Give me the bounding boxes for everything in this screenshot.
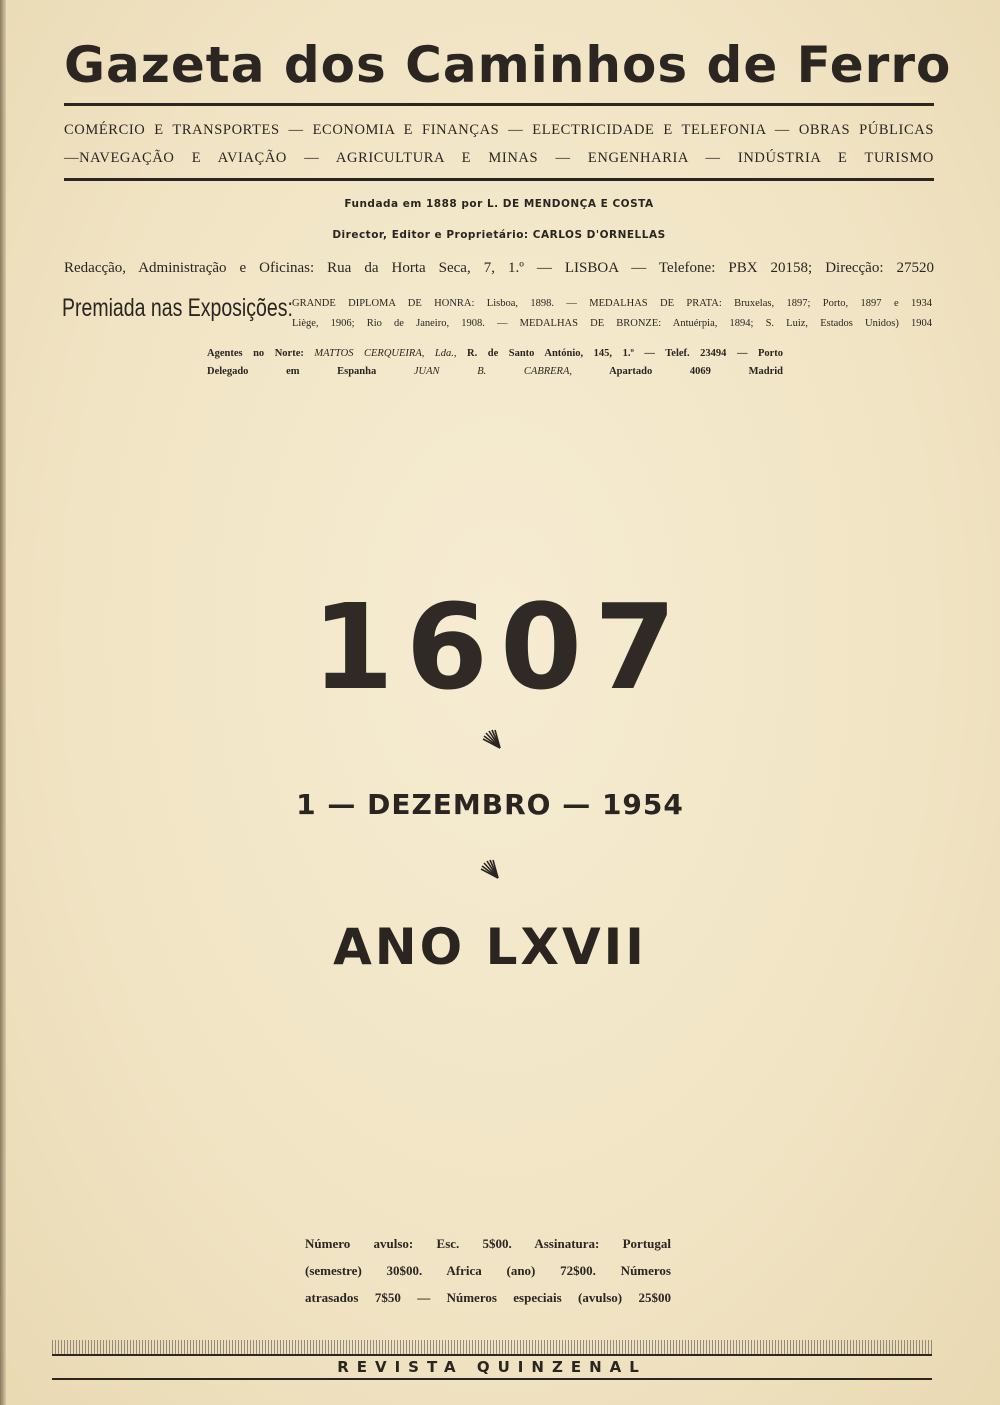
agents-spain-name: JUAN B. CABRERA, [413,366,573,377]
agents-north [207,348,783,359]
awards-line-2: Liège, 1906; Rio de Janeiro, 1908. — MEDALHAS DE BRONZE: Antuérpia, 1894; S. Luiz, Estados Unidos) 1904 [292,318,932,329]
footer-rule-bottom [52,1378,932,1380]
founded-line: Fundada em 1888 por L. DE MENDONÇA E COSTA [344,198,654,210]
director-line: Director, Editor e Proprietário: CARLOS D'ORNELLAS [332,229,666,241]
subjects-line-2: —NAVEGAÇÃO E AVIAÇÃO — AGRICULTURA E MINAS — ENGENHARIA — INDÚSTRIA E TURISMO [64,150,934,166]
fan-ornament-icon [480,728,504,752]
agents-north-name: MATTOS CERQUEIRA, Lda., [314,348,457,359]
issue-year: ANO LXVII [333,918,647,976]
issue-date: 1 — DEZEMBRO — 1954 [296,788,684,821]
subjects-rule [64,178,934,181]
agents-north-prefix: Agentes no Norte: [207,348,304,359]
masthead-title: Gazeta dos Caminhos de Ferro [64,36,952,94]
agents-spain-rest: Apartado 4069 Madrid [609,366,783,377]
price-line-2: (semestre) 30$00. Africa (ano) 72$00. Números [305,1263,671,1278]
issue-number: 1607 [311,578,689,716]
awards-line-1: GRANDE DIPLOMA DE HONRA: Lisboa, 1898. — MEDALHAS DE PRATA: Bruxelas, 1897; Porto, 1897 e 1934 [292,298,932,309]
price-block [305,1230,671,1311]
price-line-1: Número avulso: Esc. 5$00. Assinatura: Portugal [305,1236,671,1251]
price-line-3: atrasados 7$50 — Números especiais (avulso) 25$00 [305,1290,671,1305]
subjects-line-1: COMÉRCIO E TRANSPORTES — ECONOMIA E FINANÇAS — ELECTRICIDADE E TELEFONIA — OBRAS PÚBLICAS [64,122,934,138]
masthead-rule [64,103,934,106]
footer-label: REVISTA QUINZENAL [337,1358,647,1376]
address-line: Redacção, Administração e Oficinas: Rua da Horta Seca, 7, 1.º — LISBOA — Telefone: PBX 20158; Direcção: 27520 [64,260,934,276]
fan-ornament-icon [478,858,502,882]
footer-rule-top [52,1354,932,1356]
awards-label: Premiada nas Exposições: [62,294,293,322]
agents-spain [207,366,783,377]
footer-hatch [52,1340,932,1354]
agents-spain-prefix: Delegado em Espanha [207,366,377,377]
agents-north-rest: R. de Santo António, 145, 1.º — Telef. 23494 — Porto [467,348,784,359]
